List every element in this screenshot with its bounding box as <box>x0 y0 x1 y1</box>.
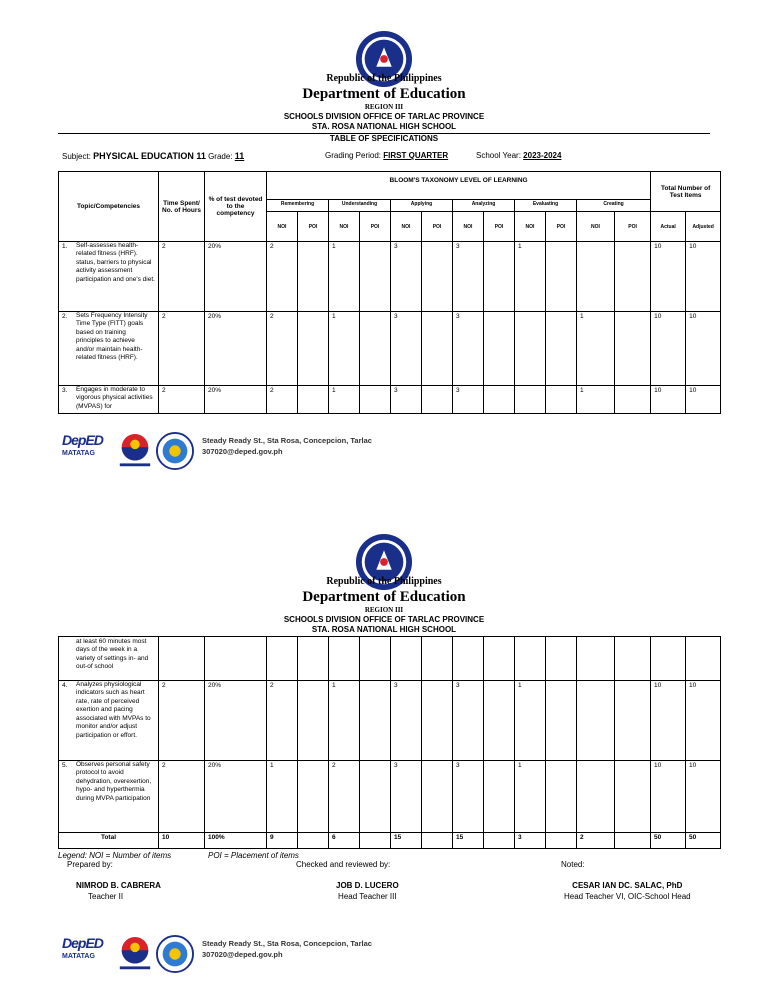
table-row <box>59 312 721 386</box>
tos-table-continued <box>58 636 721 849</box>
division-heading: SCHOOLS DIVISION OFFICE OF TARLAC PROVINCE <box>283 615 485 624</box>
noted-label: Noted: <box>561 860 585 869</box>
deped-matatag-logo: DepED MATATAG <box>62 935 103 960</box>
footer-address: Steady Ready St., Sta Rosa, Concepcion, Tarlac <box>202 939 372 948</box>
republic-heading: Republic of the Philippines <box>326 576 442 587</box>
republic-heading: Republic of the Philippines <box>326 73 442 84</box>
noi-cell <box>515 312 546 386</box>
noi-cell: 2 <box>329 761 360 833</box>
school-heading: STA. ROSA NATIONAL HIGH SCHOOL <box>311 122 457 131</box>
noi-cell: 3 <box>453 386 484 414</box>
prepared-signatory <box>76 881 161 901</box>
table-row <box>59 386 721 414</box>
checked-title: Head Teacher III <box>338 892 397 901</box>
total-creating: 2 <box>577 833 615 849</box>
row-number: 5. <box>62 762 68 769</box>
adjusted-cell: 10 <box>686 312 721 386</box>
time-header: Time Spent/ No. of Hours <box>159 172 205 242</box>
footer-email: 307020@deped.gov.ph <box>202 949 283 959</box>
competency-text: Sets Frequency Intensity Time Type (FITT) goals based on training principles to achieve and/or maintain health-related fitness (HRF). <box>76 312 148 362</box>
competency-text: Self-assesses health-related fitness (HRF). status, barriers to physical activity assessment participation and one's diet. <box>76 242 155 283</box>
page-2 <box>0 500 768 1006</box>
total-adjusted: 50 <box>686 833 721 849</box>
noi-cell: 2 <box>267 681 298 761</box>
table-row <box>59 761 721 833</box>
table-row <box>59 637 721 681</box>
prepared-title: Teacher II <box>88 892 124 901</box>
topic-header: Topic/Competencies <box>59 172 159 242</box>
noi-cell: 1 <box>267 761 298 833</box>
school-seal-icon <box>156 432 194 470</box>
footer-contact <box>202 939 372 960</box>
noi-cell: 2 <box>267 242 298 312</box>
noi-cell: 3 <box>391 242 422 312</box>
noi-cell <box>577 761 615 833</box>
poi-header: POI <box>615 212 651 242</box>
noi-cell: 2 <box>267 386 298 414</box>
adjusted-cell: 10 <box>686 681 721 761</box>
noi-cell: 3 <box>453 681 484 761</box>
region-heading: REGION III <box>364 103 404 111</box>
legend-noi: Legend: NOI = Number of items <box>58 851 172 860</box>
noi-cell: 3 <box>391 761 422 833</box>
noi-cell: 1 <box>329 681 360 761</box>
checked-signatory <box>336 881 399 901</box>
level-creating: Creating <box>577 200 651 212</box>
adjusted-cell: 10 <box>686 761 721 833</box>
prepared-by-label: Prepared by: <box>67 860 113 869</box>
adjusted-header: Adjusted <box>686 212 721 242</box>
noi-cell: 3 <box>453 312 484 386</box>
subject-field: Subject: PHYSICAL EDUCATION 11 Grade: 11 <box>62 151 245 161</box>
percent-cell: 20% <box>205 242 267 312</box>
total-understanding: 6 <box>329 833 360 849</box>
actual-cell: 10 <box>651 681 686 761</box>
noi-cell: 3 <box>453 761 484 833</box>
region-heading: REGION III <box>364 606 404 614</box>
footer-address: Steady Ready St., Sta Rosa, Concepcion, Tarlac <box>202 436 372 445</box>
checked-name: JOB D. LUCERO <box>336 881 399 890</box>
grading-period-field: Grading Period: FIRST QUARTER <box>325 151 449 160</box>
time-cell: 2 <box>159 312 205 386</box>
table-row <box>59 681 721 761</box>
total-label: Total <box>59 833 159 849</box>
school-year-field: School Year: 2023-2024 <box>476 151 562 160</box>
competency-text: at least 60 minutes most days of the week in a variety of settings in- and out-of school <box>76 638 149 671</box>
total-applying: 15 <box>391 833 422 849</box>
noi-cell: 3 <box>391 312 422 386</box>
percent-cell: 20% <box>205 312 267 386</box>
actual-cell: 10 <box>651 312 686 386</box>
noi-cell: 1 <box>329 242 360 312</box>
percent-cell: 20% <box>205 386 267 414</box>
department-heading: Department of Education <box>302 589 466 605</box>
total-evaluating: 3 <box>515 833 546 849</box>
noi-header: NOI <box>515 212 546 242</box>
time-cell: 2 <box>159 761 205 833</box>
blooms-header: BLOOM'S TAXONOMY LEVEL OF LEARNING <box>267 172 651 200</box>
deped-matatag-logo: DepED MATATAG <box>62 432 103 457</box>
competency-text: Observes personal safety protocol to avoid dehydration, overexertion, hypo- and hyperthermia during MVPA participation <box>76 761 152 802</box>
percent-header: % of test devoted to the competency <box>205 172 267 242</box>
poi-header: POI <box>484 212 515 242</box>
noi-cell: 1 <box>577 386 615 414</box>
noi-cell: 3 <box>453 242 484 312</box>
page-footer <box>62 432 392 472</box>
noi-header: NOI <box>267 212 298 242</box>
noi-header: NOI <box>391 212 422 242</box>
noi-cell <box>577 242 615 312</box>
time-cell: 2 <box>159 681 205 761</box>
noi-cell: 1 <box>515 761 546 833</box>
tos-table <box>58 171 721 414</box>
noi-cell: 1 <box>329 386 360 414</box>
total-remembering: 9 <box>267 833 298 849</box>
poi-header: POI <box>422 212 453 242</box>
noi-header: NOI <box>329 212 360 242</box>
noi-cell: 1 <box>515 681 546 761</box>
bagong-pilipinas-logo-icon <box>116 935 154 975</box>
poi-header: POI <box>298 212 329 242</box>
total-row <box>59 833 721 849</box>
noi-cell: 3 <box>391 681 422 761</box>
time-cell: 2 <box>159 386 205 414</box>
adjusted-cell: 10 <box>686 386 721 414</box>
table-row <box>59 242 721 312</box>
poi-header: POI <box>360 212 391 242</box>
checked-by-label: Checked and reviewed by: <box>296 860 391 869</box>
percent-cell: 20% <box>205 681 267 761</box>
percent-cell: 20% <box>205 761 267 833</box>
footer-email: 307020@deped.gov.ph <box>202 446 283 456</box>
total-percent: 100% <box>205 833 267 849</box>
noted-title: Head Teacher VI, OIC-School Head <box>564 892 691 901</box>
level-understanding: Understanding <box>329 200 391 212</box>
row-number: 1. <box>62 243 68 250</box>
noted-name: CESAR IAN DC. SALAC, PhD <box>572 881 683 890</box>
page-1 <box>0 0 768 500</box>
department-heading: Department of Education <box>302 86 466 102</box>
level-remembering: Remembering <box>267 200 329 212</box>
total-actual: 50 <box>651 833 686 849</box>
noi-cell: 1 <box>329 312 360 386</box>
row-number: 2. <box>62 313 68 320</box>
total-analyzing: 15 <box>453 833 484 849</box>
prepared-name: NIMROD B. CABRERA <box>76 881 161 890</box>
noi-header: NOI <box>577 212 615 242</box>
level-analyzing: Analyzing <box>453 200 515 212</box>
actual-header: Actual <box>651 212 686 242</box>
school-heading: STA. ROSA NATIONAL HIGH SCHOOL <box>311 625 457 634</box>
document-title: TABLE OF SPECIFICATIONS <box>329 134 439 143</box>
noi-cell: 2 <box>267 312 298 386</box>
legend-poi: POI = Placement of items <box>208 851 299 860</box>
noi-cell: 1 <box>577 312 615 386</box>
actual-cell: 10 <box>651 761 686 833</box>
bagong-pilipinas-logo-icon <box>116 432 154 472</box>
noi-header: NOI <box>453 212 484 242</box>
noi-cell <box>515 386 546 414</box>
total-items-header: Total Number of Test Items <box>651 172 721 212</box>
competency-text: Engages in moderate to vigorous physical activities (MVPAS) for <box>76 386 153 410</box>
noi-cell: 1 <box>515 242 546 312</box>
noted-signatory <box>564 881 691 901</box>
division-heading: SCHOOLS DIVISION OFFICE OF TARLAC PROVINCE <box>283 112 485 121</box>
adjusted-cell: 10 <box>686 242 721 312</box>
page-footer <box>62 935 392 975</box>
total-time: 10 <box>159 833 205 849</box>
competency-text: Analyzes physiological indicators such as heart rate, rate of perceived exertion and pacing associated with MVPAs to monitor and/or adjust participation or effort. <box>76 681 151 739</box>
actual-cell: 10 <box>651 386 686 414</box>
noi-cell: 3 <box>391 386 422 414</box>
footer-contact <box>202 436 372 457</box>
row-number: 4. <box>62 682 68 689</box>
level-applying: Applying <box>391 200 453 212</box>
row-number: 3. <box>62 387 68 394</box>
noi-cell <box>577 681 615 761</box>
school-seal-icon <box>156 935 194 973</box>
level-evaluating: Evaluating <box>515 200 577 212</box>
time-cell: 2 <box>159 242 205 312</box>
actual-cell: 10 <box>651 242 686 312</box>
poi-header: POI <box>546 212 577 242</box>
